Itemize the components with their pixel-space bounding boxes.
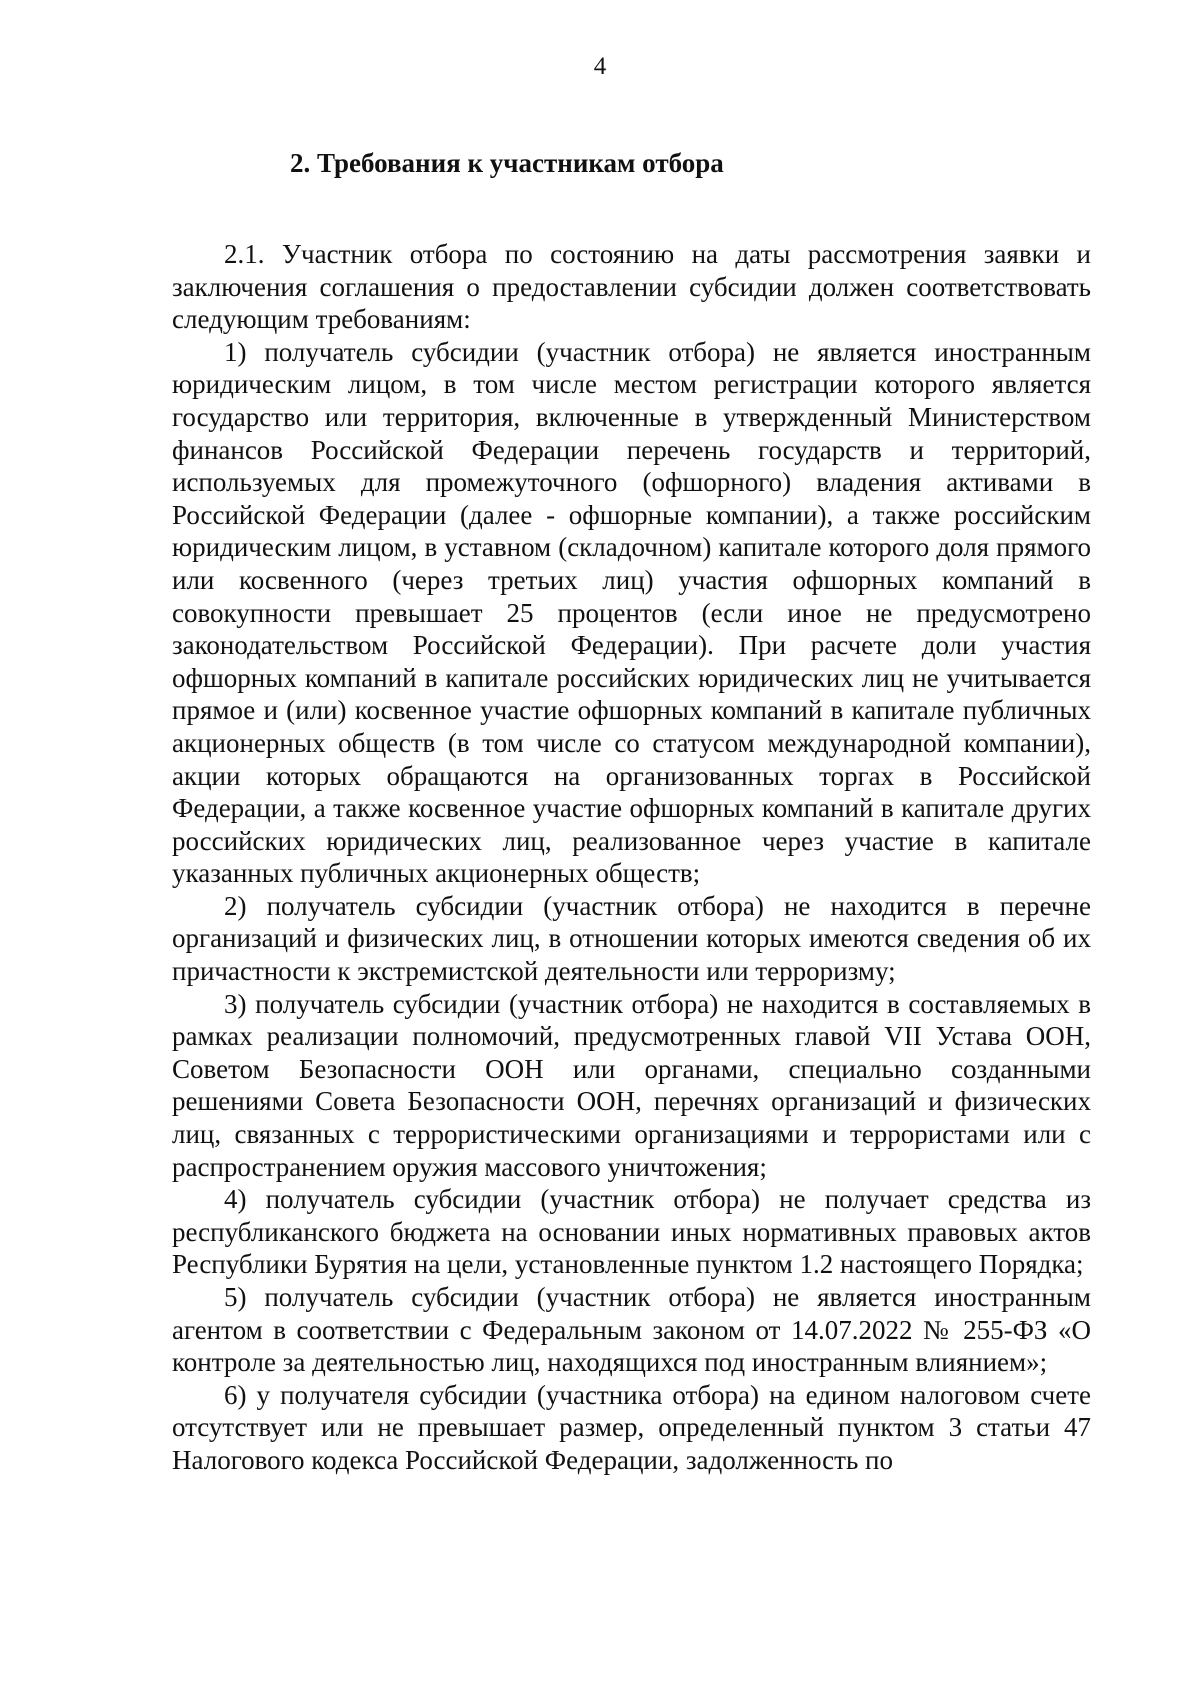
paragraph-item-6: 6) у получателя субсидии (участника отбора) на едином налоговом счете отсутствует или не превышает размер, определенный пунктом 3 статьи 47 Налогового кодекса Российской Федерации, задолженность по bbox=[172, 1379, 1091, 1475]
paragraph-item-5: 5) получатель субсидии (участник отбора) не является иностранным агентом в соответствии с Федеральным законом от 14.07.2022 № 255-ФЗ «О контроле за деятельностью лиц, находящихся под иностранным влиянием»; bbox=[172, 1282, 1091, 1378]
page-number: 4 bbox=[593, 53, 607, 80]
paragraph-item-1: 1) получатель субсидии (участник отбора) не является иностранным юридическим лицом, в том числе местом регистрации которого является государство или территория, включенные в утвержденный Министерством финансов Российской Федерации перечень государств и территорий, используемых для промежуточного (офшорного) владения активами в Российской Федерации (далее - офшорные компании), а также российским юридическим лицом, в уставном (складочном) капитале которого доля прямого или косвенного (через третьих лиц) участия офшорных компаний в совокупности превышает 25 процентов (если иное не предусмотрено законодательством Российской Федерации). При расчете доли участия офшорных компаний в капитале российских юридических лиц не учитывается прямое и (или) косвенное участие офшорных компаний в капитале публичных акционерных обществ (в том числе со статусом международной компании), акции которых обращаются на организованных торгах в Российской Федерации, а также косвенное участие офшорных компаний в капитале других российских юридических лиц, реализованное через участие в капитале указанных публичных акционерных обществ; bbox=[172, 336, 1091, 889]
paragraph-2-1: 2.1. Участник отбора по состоянию на даты рассмотрения заявки и заключения соглашения о предоставлении субсидии должен соответствовать следующим требованиям: bbox=[172, 239, 1091, 335]
section-title: 2. Требования к участникам отбора bbox=[290, 148, 724, 178]
document-body bbox=[172, 238, 1091, 1477]
paragraph-item-2: 2) получатель субсидии (участник отбора) не находится в перечне организаций и физических лиц, в отношении которых имеются сведения об их причастности к экстремистской деятельности или терроризму; bbox=[172, 890, 1091, 987]
paragraph-item-4: 4) получатель субсидии (участник отбора) не получает средства из республиканского бюджета на основании иных нормативных правовых актов Республики Бурятия на цели, установленные пунктом 1.2 настоящего Порядка; bbox=[172, 1184, 1091, 1280]
paragraph-item-3: 3) получатель субсидии (участник отбора) не находится в составляемых в рамках реализации полномочий, предусмотренных главой VII Устава ООН, Советом Безопасности ООН или органами, специально созданными решениями Совета Безопасности ООН, перечнях организаций и физических лиц, связанных с террористическими организациями и террористами или с распространением оружия массового уничтожения; bbox=[172, 988, 1091, 1182]
